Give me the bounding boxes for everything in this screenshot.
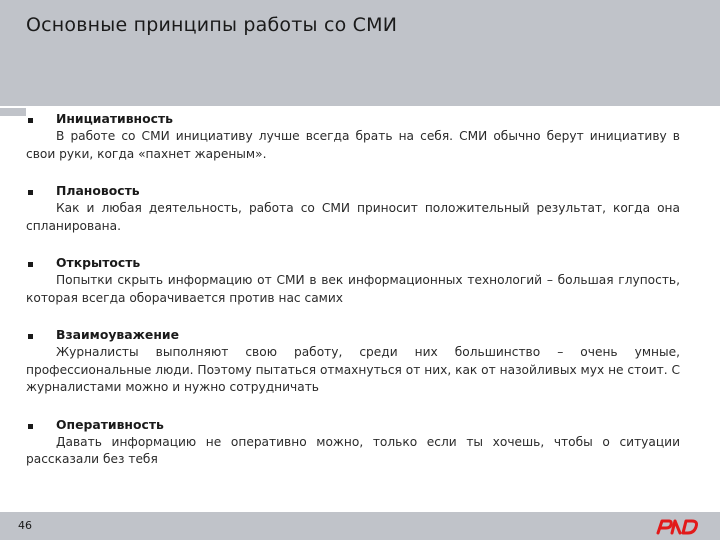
principle-title: Оперативность — [56, 416, 164, 432]
principle-text: Попытки скрыть информацию от СМИ в век информационных технологий – большая глупость, которая всегда оборачивается против нас самих — [26, 273, 680, 305]
principle-initiative — [26, 110, 680, 163]
principle-title: Инициативность — [56, 111, 173, 126]
principle-title: Взаимоуважение — [56, 327, 179, 342]
principle-text: Давать информацию не оперативно можно, только если ты хочешь, чтобы о ситуации рассказали без тебя — [26, 434, 680, 466]
slide-footer — [0, 512, 720, 540]
slide-header — [0, 0, 720, 108]
principle-text: Журналисты выполняют свою работу, среди них большинство – очень умные, профессиональные люди. Поэтому пытаться отмахнуться от них, как от назойливых мух не стоит. С журналистами можно и нужно сотрудничать — [26, 345, 680, 394]
bullet-square-icon — [28, 118, 33, 123]
principle-mutual-respect — [26, 326, 680, 397]
header-accent — [0, 108, 26, 116]
bullet-square-icon — [28, 190, 33, 195]
principle-planning — [26, 182, 680, 235]
bullet-square-icon — [28, 424, 33, 429]
principle-text: В работе со СМИ инициативу лучше всегда брать на себя. СМИ обычно берут инициативу в свои руки, когда «пахнет жареным». — [26, 129, 680, 161]
principle-title: Открытость — [56, 255, 141, 270]
principle-text: Как и любая деятельность, работа со СМИ приносит положительный результат, когда она спланирована. — [26, 201, 680, 233]
header-divider — [0, 106, 720, 108]
principle-openness — [26, 254, 680, 307]
slide-title: Основные принципы работы со СМИ — [26, 14, 398, 36]
bullet-square-icon — [28, 262, 33, 267]
rzd-logo-icon — [654, 515, 702, 537]
principle-promptness — [26, 416, 680, 469]
page-number: 46 — [18, 519, 32, 532]
principle-title: Плановость — [56, 183, 140, 198]
bullet-square-icon — [28, 334, 33, 339]
slide-body — [26, 110, 680, 488]
